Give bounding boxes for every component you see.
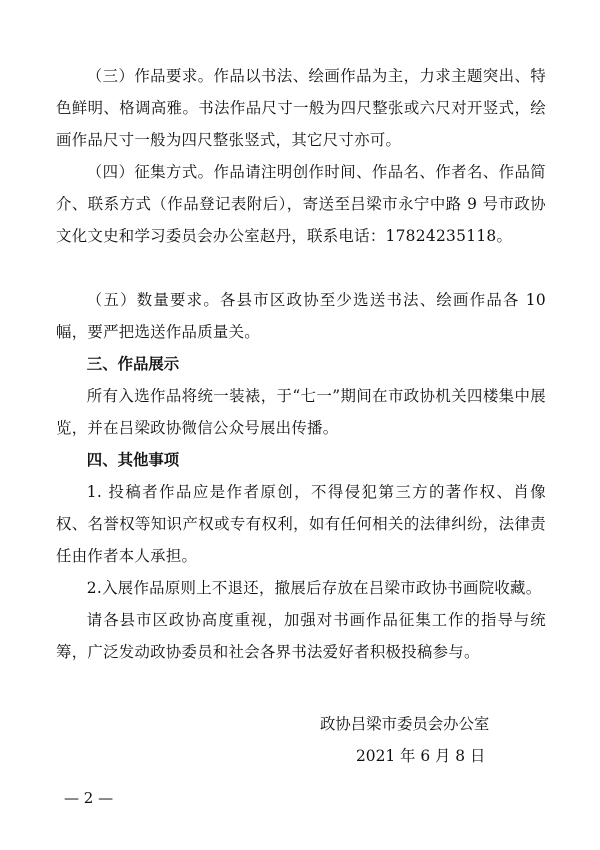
section-4-body: 作品请注明创作时间、作品名、作者名、作品简介、联系方式（作品登记表附后），寄送至吕梁市永宁中路 9 号市政协文化文史和学习委员会办公室赵丹，联系电话：17824235118。 xyxy=(56,163,546,245)
exhibition-heading: 三、作品展示 xyxy=(86,355,180,373)
section-4-collection-method xyxy=(56,156,546,252)
other-matters-item-1: 1. 投稿者作品应是作者原创，不得侵犯第三方的著作权、肖像权、名誉权等知识产权或专有权利，如有任何相关的法律纠纷，法律责任由作者本人承担。 xyxy=(56,483,546,565)
signature-date: 2021 年 6 月 8 日 xyxy=(356,747,486,765)
page-number: — 2 — xyxy=(64,789,114,807)
section-4-lead: （四）征集方式。 xyxy=(86,163,214,181)
section-3-work-requirements xyxy=(56,60,546,156)
other-matters-heading: 四、其他事项 xyxy=(86,451,180,469)
section-5-quantity-requirements xyxy=(56,284,546,348)
other-matters-item-2: 2.入展作品原则上不退还，撤展后存放在吕梁市政协书画院收藏。 xyxy=(86,579,542,597)
section-5-body: 各县市区政协至少选送书法、绘画作品各 10 幅，要严把选送作品质量关。 xyxy=(56,291,546,341)
signature-office: 政协吕梁市委员会办公室 xyxy=(320,715,490,733)
section-5-lead: （五）数量要求。 xyxy=(86,291,220,309)
closing-paragraph: 请各县市区政协高度重视，加强对书画作品征集工作的指导与统筹，广泛发动政协委员和社会各界书法爱好者积极投稿参与。 xyxy=(56,611,546,661)
section-3-body: 作品以书法、绘画作品为主，力求主题突出、特色鲜明、格调高雅。书法作品尺寸一般为四尺整张或六尺对开竖式，绘画作品尺寸一般为四尺整张竖式，其它尺寸亦可。 xyxy=(56,67,546,149)
exhibition-body: 所有入选作品将统一装裱，于“七一”期间在市政协机关四楼集中展览，并在吕梁政协微信公众号展出传播。 xyxy=(56,387,546,437)
section-3-lead: （三）作品要求。 xyxy=(86,67,214,85)
